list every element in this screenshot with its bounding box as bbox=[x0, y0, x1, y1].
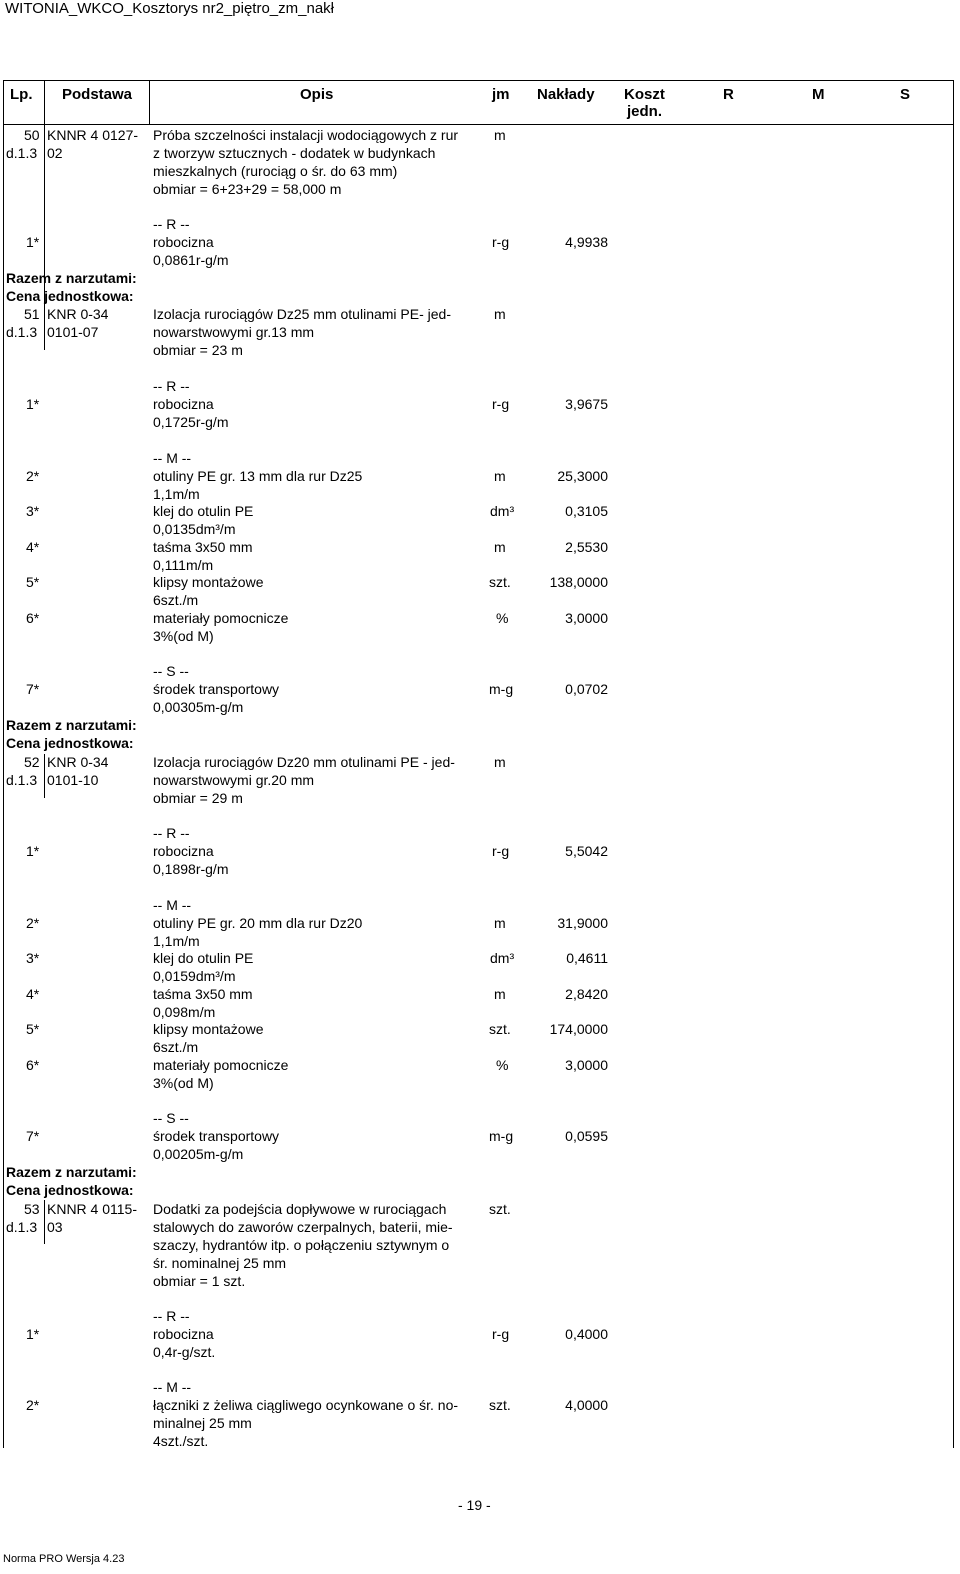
row-value: 3,0000 bbox=[565, 610, 608, 626]
item-quantity: obmiar = 23 m bbox=[153, 342, 243, 358]
header-jm: jm bbox=[492, 86, 510, 103]
row-unit: % bbox=[496, 1057, 509, 1073]
row-unit: szt. bbox=[489, 1021, 511, 1037]
row-norm: 6szt./m bbox=[153, 592, 199, 608]
item-podstawa-sub: 0101-07 bbox=[47, 324, 99, 340]
row-norm: 0,111m/m bbox=[153, 557, 214, 573]
item-description: Izolacja rurociągów Dz25 mm otulinami PE- jed- bbox=[153, 306, 451, 322]
item-lp: 51 bbox=[24, 306, 40, 322]
header-naklady: Nakłady bbox=[537, 86, 595, 103]
footer-version: Norma PRO Wersja 4.23 bbox=[3, 1553, 125, 1565]
item-quantity: obmiar = 29 m bbox=[153, 790, 243, 806]
row-norm: 6szt./m bbox=[153, 1039, 199, 1055]
section-label: -- M -- bbox=[153, 1379, 192, 1395]
item-podstawa: KNNR 4 0127- bbox=[47, 127, 139, 143]
row-name: robocizna bbox=[153, 843, 214, 859]
row-norm: 1,1m/m bbox=[153, 933, 200, 949]
row-unit: dm³ bbox=[490, 503, 515, 519]
section-label: -- M -- bbox=[153, 450, 192, 466]
item-lp-sub: d.1.3 bbox=[6, 772, 38, 788]
item-unit: m bbox=[494, 754, 506, 770]
item-description: śr. nominalnej 25 mm bbox=[153, 1255, 287, 1271]
row-name: łączniki z żeliwa ciągliwego ocynkowane o śr. no- bbox=[153, 1397, 459, 1413]
item-quantity: obmiar = 6+23+29 = 58,000 m bbox=[153, 181, 342, 197]
header-koszt-jedn: jedn. bbox=[627, 103, 663, 120]
row-name: robocizna bbox=[153, 396, 214, 412]
row-value: 31,9000 bbox=[557, 915, 608, 931]
header-s: S bbox=[900, 86, 911, 103]
item-podstawa-sub: 02 bbox=[47, 145, 63, 161]
section-label: -- R -- bbox=[153, 1308, 190, 1324]
row-value: 4,9938 bbox=[565, 234, 608, 250]
razem-label: Razem z narzutami: bbox=[6, 270, 137, 286]
row-norm: 0,098m/m bbox=[153, 1004, 216, 1020]
item-description: nowarstwowymi gr.13 mm bbox=[153, 324, 315, 340]
item-lp: 52 bbox=[24, 754, 40, 770]
item-description: Próba szczelności instalacji wodociągowych z rur bbox=[153, 127, 459, 143]
row-unit: r-g bbox=[492, 396, 510, 412]
row-unit: szt. bbox=[489, 574, 511, 590]
row-name: otuliny PE gr. 20 mm dla rur Dz20 bbox=[153, 915, 363, 931]
row-no: 5* bbox=[26, 574, 40, 590]
row-no: 6* bbox=[26, 610, 40, 626]
item-unit: szt. bbox=[489, 1201, 511, 1217]
item-unit: m bbox=[494, 306, 506, 322]
row-no: 3* bbox=[26, 503, 40, 519]
header-opis: Opis bbox=[300, 86, 334, 103]
section-label: -- R -- bbox=[153, 216, 190, 232]
row-unit: m-g bbox=[489, 681, 514, 697]
row-norm: 0,00205m-g/m bbox=[153, 1146, 244, 1162]
row-unit: m bbox=[494, 468, 506, 484]
row-name: otuliny PE gr. 13 mm dla rur Dz25 bbox=[153, 468, 363, 484]
section-label: -- R -- bbox=[153, 378, 190, 394]
row-unit: m bbox=[494, 986, 506, 1002]
row-value: 3,9675 bbox=[565, 396, 608, 412]
row-norm: 3%(od M) bbox=[153, 1075, 214, 1091]
row-no: 4* bbox=[26, 539, 40, 555]
item-lp-sub: d.1.3 bbox=[6, 145, 38, 161]
item-description: z tworzyw sztucznych - dodatek w budynkach bbox=[153, 145, 436, 161]
table-right-border bbox=[953, 80, 954, 1448]
row-unit: m-g bbox=[489, 1128, 514, 1144]
row-name: klipsy montażowe bbox=[153, 1021, 264, 1037]
item-unit: m bbox=[494, 127, 506, 143]
row-name: środek transportowy bbox=[153, 681, 280, 697]
row-no: 7* bbox=[26, 681, 40, 697]
row-value: 0,4611 bbox=[566, 950, 608, 966]
section-label: -- S -- bbox=[153, 1110, 189, 1126]
row-name: taśma 3x50 mm bbox=[153, 986, 253, 1002]
col-sep-lp-3 bbox=[44, 754, 45, 798]
row-name: robocizna bbox=[153, 1326, 214, 1342]
row-no: 5* bbox=[26, 1021, 40, 1037]
cena-label: Cena jednostkowa: bbox=[6, 1182, 134, 1198]
row-norm: 0,0159dm³/m bbox=[153, 968, 236, 984]
row-name: klej do otulin PE bbox=[153, 950, 254, 966]
row-name: robocizna bbox=[153, 234, 214, 250]
row-unit: % bbox=[496, 610, 509, 626]
item-podstawa: KNR 0-34 bbox=[47, 306, 109, 322]
header-podstawa: Podstawa bbox=[62, 86, 133, 103]
row-norm: 0,4r-g/szt. bbox=[153, 1344, 216, 1360]
row-no: 2* bbox=[26, 915, 40, 931]
section-label: -- S -- bbox=[153, 663, 189, 679]
col-sep-lp-2 bbox=[44, 306, 45, 350]
cena-label: Cena jednostkowa: bbox=[6, 288, 134, 304]
item-description: Dodatki za podejścia dopływowe w rurociągach bbox=[153, 1201, 447, 1217]
row-value: 0,4000 bbox=[565, 1326, 608, 1342]
row-name-cont: minalnej 25 mm bbox=[153, 1415, 252, 1431]
row-unit: r-g bbox=[492, 234, 510, 250]
row-value: 5,5042 bbox=[565, 843, 608, 859]
row-norm: 0,1725r-g/m bbox=[153, 414, 229, 430]
row-value: 2,8420 bbox=[565, 986, 608, 1002]
row-value: 0,0595 bbox=[565, 1128, 608, 1144]
item-description: mieszkalnych (rurociąg o śr. do 63 mm) bbox=[153, 163, 398, 179]
item-description: Izolacja rurociągów Dz20 mm otulinami PE - jed- bbox=[153, 754, 455, 770]
header-separator bbox=[3, 124, 954, 125]
row-no: 4* bbox=[26, 986, 40, 1002]
section-label: -- M -- bbox=[153, 897, 192, 913]
item-podstawa: KNNR 4 0115- bbox=[47, 1201, 138, 1217]
row-no: 1* bbox=[26, 396, 40, 412]
col-sep-podstawa bbox=[149, 80, 150, 124]
page-number: - 19 - bbox=[458, 1497, 491, 1513]
row-no: 3* bbox=[26, 950, 40, 966]
row-value: 3,0000 bbox=[565, 1057, 608, 1073]
header-koszt: Koszt bbox=[624, 86, 665, 103]
row-norm: 0,0861r-g/m bbox=[153, 252, 229, 268]
row-value: 0,3105 bbox=[565, 503, 608, 519]
row-value: 0,0702 bbox=[565, 681, 608, 697]
row-unit: szt. bbox=[489, 1397, 511, 1413]
row-value: 2,5530 bbox=[565, 539, 608, 555]
item-lp-sub: d.1.3 bbox=[6, 324, 38, 340]
section-label: -- R -- bbox=[153, 825, 190, 841]
item-description: szaczy, hydrantów itp. o połączeniu sztywnym o bbox=[153, 1237, 450, 1253]
row-name: materiały pomocnicze bbox=[153, 610, 289, 626]
row-value: 174,0000 bbox=[549, 1021, 608, 1037]
header-lp: Lp. bbox=[10, 86, 33, 103]
item-podstawa-sub: 03 bbox=[47, 1219, 63, 1235]
row-norm: 1,1m/m bbox=[153, 486, 200, 502]
header-r: R bbox=[723, 86, 734, 103]
row-unit: r-g bbox=[492, 1326, 510, 1342]
row-no: 7* bbox=[26, 1128, 40, 1144]
row-name: klipsy montażowe bbox=[153, 574, 264, 590]
row-unit: m bbox=[494, 539, 506, 555]
row-name: klej do otulin PE bbox=[153, 503, 254, 519]
row-name: materiały pomocnicze bbox=[153, 1057, 289, 1073]
row-value: 4,0000 bbox=[565, 1397, 608, 1413]
row-norm: 4szt./szt. bbox=[153, 1433, 209, 1449]
row-unit: r-g bbox=[492, 843, 510, 859]
row-norm: 0,0135dm³/m bbox=[153, 521, 236, 537]
row-norm: 0,1898r-g/m bbox=[153, 861, 229, 877]
row-no: 1* bbox=[26, 843, 40, 859]
row-value: 138,0000 bbox=[549, 574, 608, 590]
item-lp-sub: d.1.3 bbox=[6, 1219, 38, 1235]
row-name: taśma 3x50 mm bbox=[153, 539, 253, 555]
item-lp: 53 bbox=[24, 1201, 40, 1217]
item-quantity: obmiar = 1 szt. bbox=[153, 1273, 246, 1289]
razem-label: Razem z narzutami: bbox=[6, 717, 137, 733]
row-no: 2* bbox=[26, 1397, 40, 1413]
item-description: stalowych do zaworów czerpalnych, baterii, mie- bbox=[153, 1219, 453, 1235]
row-name: środek transportowy bbox=[153, 1128, 280, 1144]
row-no: 6* bbox=[26, 1057, 40, 1073]
table-left-border bbox=[3, 80, 4, 1448]
row-norm: 3%(od M) bbox=[153, 628, 214, 644]
item-lp: 50 bbox=[24, 127, 40, 143]
col-sep-lp-4 bbox=[44, 1200, 45, 1244]
row-value: 25,3000 bbox=[557, 468, 608, 484]
window-title: WITONIA_WKCO_Kosztorys nr2_piętro_zm_nakł bbox=[5, 0, 334, 17]
row-no: 1* bbox=[26, 1326, 40, 1342]
item-podstawa: KNR 0-34 bbox=[47, 754, 109, 770]
row-unit: m bbox=[494, 915, 506, 931]
row-no: 1* bbox=[26, 234, 40, 250]
table-top-border bbox=[3, 80, 954, 81]
item-description: nowarstwowymi gr.20 mm bbox=[153, 772, 315, 788]
header-m: M bbox=[812, 86, 825, 103]
cena-label: Cena jednostkowa: bbox=[6, 735, 134, 751]
item-podstawa-sub: 0101-10 bbox=[47, 772, 99, 788]
razem-label: Razem z narzutami: bbox=[6, 1164, 137, 1180]
row-unit: dm³ bbox=[490, 950, 515, 966]
row-norm: 0,00305m-g/m bbox=[153, 699, 244, 715]
row-no: 2* bbox=[26, 468, 40, 484]
